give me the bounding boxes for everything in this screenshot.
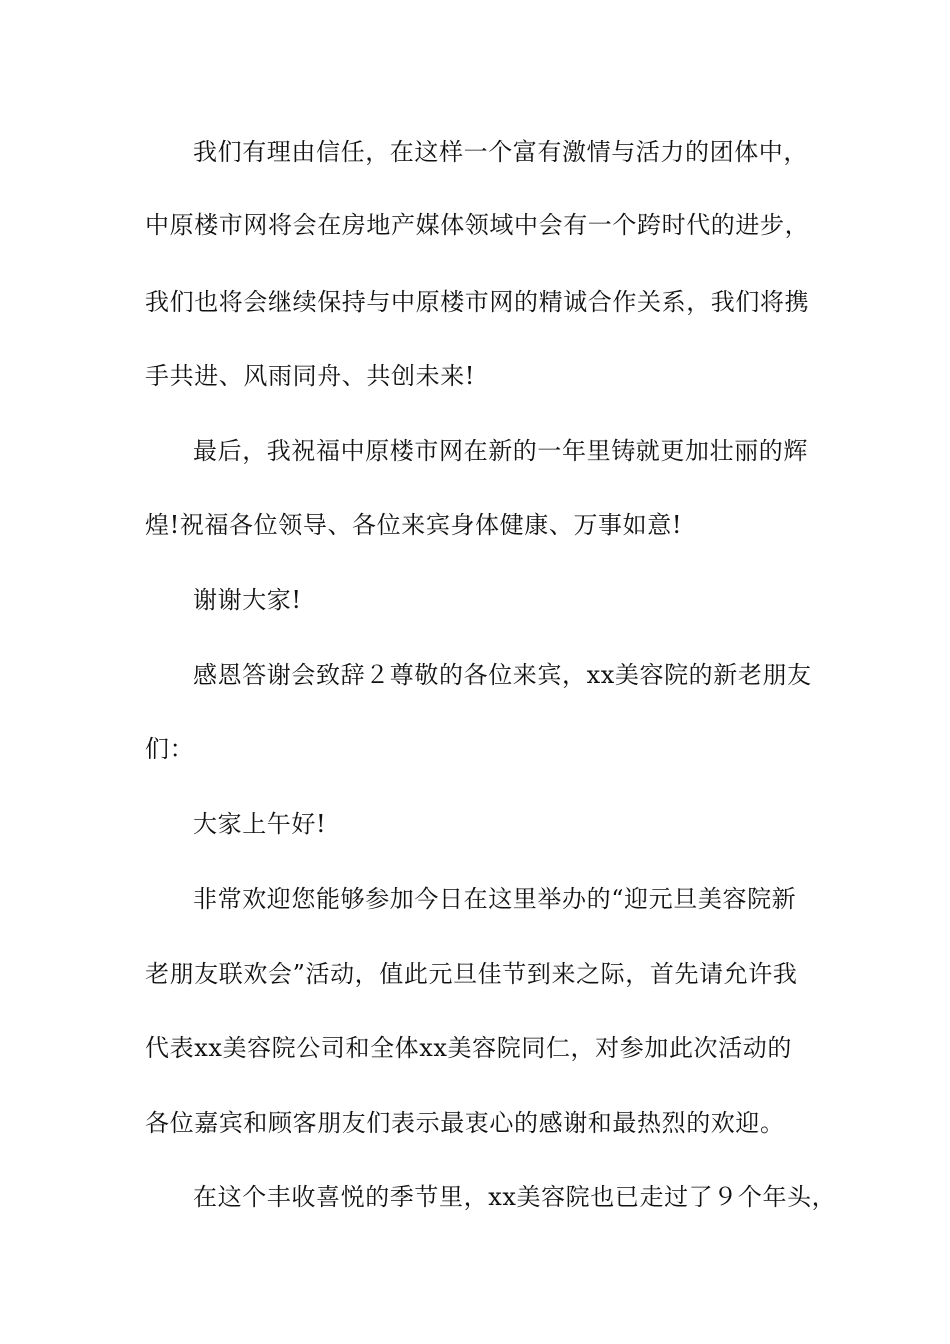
paragraph-line: 们： [145, 735, 195, 763]
paragraph-line: 中原楼市网将会在房地产媒体领域中会有一个跨时代的进步， [145, 211, 810, 239]
paragraph-line: 我们有理由信任，在这样一个富有激情与活力的团体中， [193, 138, 808, 166]
paragraph-line: 煌!祝福各位领导、各位来宾身体健康、万事如意! [145, 511, 683, 539]
paragraph-line: 手共进、风雨同舟、共创未来! [145, 362, 476, 390]
paragraph-line: 我们也将会继续保持与中原楼市网的精诚合作关系，我们将携 [145, 288, 810, 316]
paragraph-line: 感恩答谢会致辞２尊敬的各位来宾，xx美容院的新老朋友 [193, 661, 812, 689]
paragraph-line: 非常欢迎您能够参加今日在这里举办的“迎元旦美容院新 [193, 885, 797, 913]
paragraph-line: 最后，我祝福中原楼市网在新的一年里铸就更加壮丽的辉 [193, 437, 808, 465]
paragraph-line: 大家上午好! [193, 810, 327, 838]
paragraph-line: 各位嘉宾和顾客朋友们表示最衷心的感谢和最热烈的欢迎。 [145, 1109, 785, 1137]
paragraph-line: 谢谢大家! [193, 586, 302, 614]
paragraph-line: 老朋友联欢会”活动，值此元旦佳节到来之际，首先请允许我 [145, 960, 798, 988]
paragraph-line: 在这个丰收喜悦的季节里，xx美容院也已走过了９个年头， [193, 1183, 837, 1211]
paragraph-line: 代表xx美容院公司和全体xx美容院同仁，对参加此次活动的 [145, 1034, 792, 1062]
